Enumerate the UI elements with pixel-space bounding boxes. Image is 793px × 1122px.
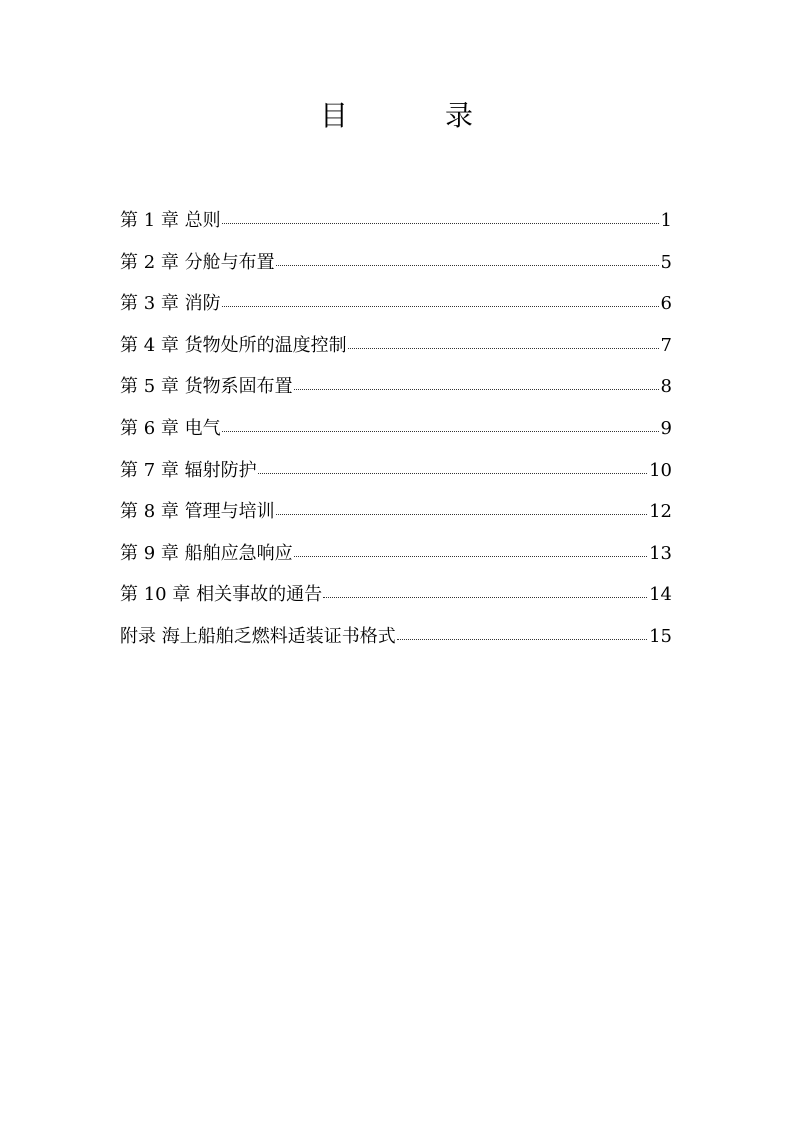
dot-leader	[276, 514, 647, 515]
toc-page-number: 14	[649, 584, 672, 606]
dot-leader	[294, 389, 659, 390]
dot-leader	[348, 348, 659, 349]
toc-page-number: 10	[649, 459, 672, 481]
toc-entry-label: 第 9 章 船舶应急响应	[120, 542, 293, 564]
toc-entry-label: 第 3 章 消防	[120, 293, 221, 315]
toc-entry[interactable]	[120, 540, 672, 582]
toc-entry[interactable]	[120, 623, 672, 665]
toc-entry[interactable]	[120, 373, 672, 415]
table-of-contents	[120, 207, 672, 665]
toc-entry[interactable]	[120, 332, 672, 374]
toc-page-number: 1	[660, 210, 672, 231]
toc-page-number: 13	[649, 542, 672, 564]
toc-entry-label: 第 6 章 电气	[120, 417, 221, 439]
dot-leader	[258, 473, 647, 474]
dot-leader	[222, 306, 659, 307]
toc-page-number: 15	[649, 625, 672, 647]
toc-entry[interactable]	[120, 498, 672, 540]
toc-entry-label: 第 10 章 相关事故的通告	[120, 584, 323, 606]
toc-page-number: 9	[660, 417, 672, 439]
toc-entry-label: 第 8 章 管理与培训	[120, 501, 275, 523]
dot-leader	[276, 265, 659, 266]
toc-entry-label: 附录 海上船舶乏燃料适装证书格式	[120, 625, 396, 647]
toc-entry[interactable]	[120, 457, 672, 499]
toc-entry[interactable]	[120, 415, 672, 457]
dot-leader	[294, 556, 647, 557]
dot-leader	[397, 639, 647, 640]
page-title: 目 录	[320, 99, 517, 132]
dot-leader	[222, 223, 659, 224]
dot-leader	[323, 597, 647, 598]
dot-leader	[222, 431, 659, 432]
toc-entry-label: 第 1 章 总则	[120, 210, 221, 231]
toc-entry[interactable]	[120, 290, 672, 332]
toc-entry-label: 第 5 章 货物系固布置	[120, 376, 293, 398]
toc-page-number: 6	[660, 293, 672, 315]
toc-page-number: 12	[649, 501, 672, 523]
toc-page-number: 5	[660, 251, 672, 273]
toc-entry[interactable]	[120, 207, 672, 249]
toc-entry-label: 第 4 章 货物处所的温度控制	[120, 334, 347, 356]
toc-entry-label: 第 2 章 分舱与布置	[120, 251, 275, 273]
toc-entry-label: 第 7 章 辐射防护	[120, 459, 257, 481]
toc-entry[interactable]	[120, 581, 672, 623]
toc-page-number: 8	[660, 376, 672, 398]
toc-page-number: 7	[660, 334, 672, 356]
toc-entry[interactable]	[120, 249, 672, 291]
